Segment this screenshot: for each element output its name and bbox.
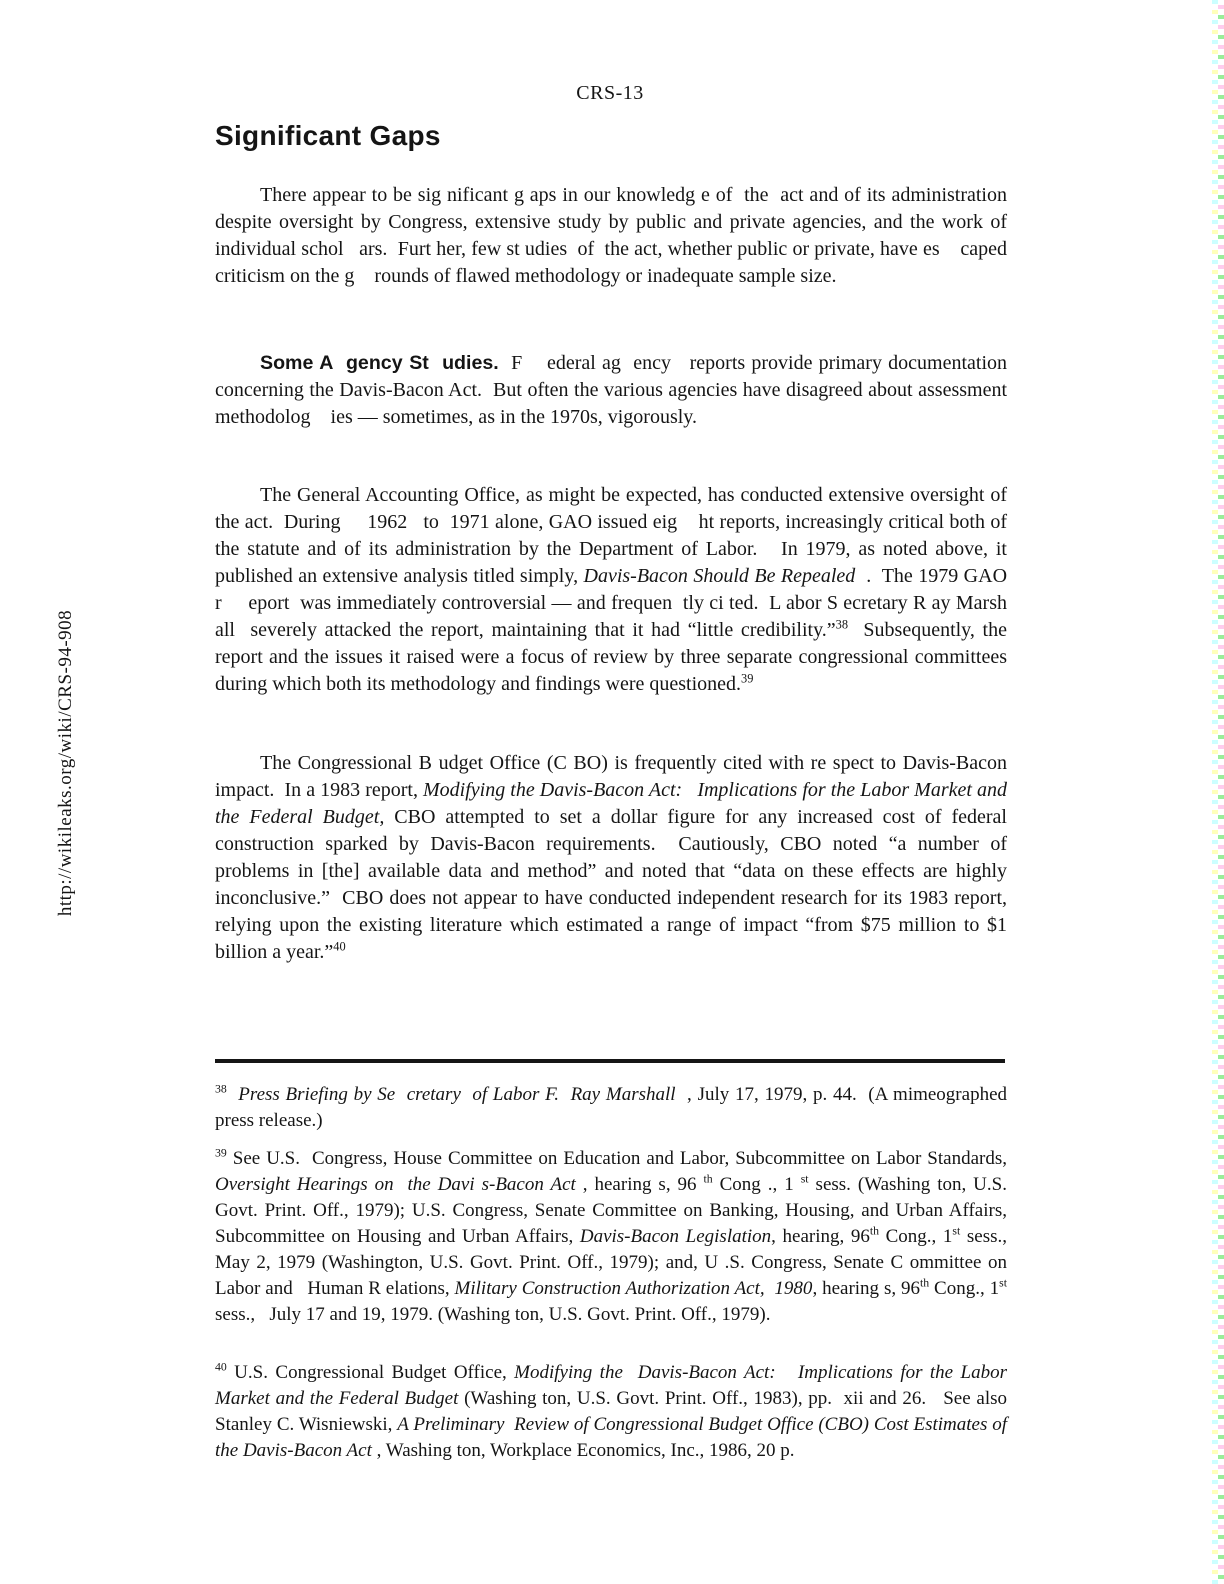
paragraph-some-agency-studies: Some A gency St udies. F ederal ag ency reports provide primary documentation concerning the Davis-Bacon Act. But often the various agencies have disagreed about assessment methodolog ies — sometimes, as in the 1970s, vigorously. <box>215 352 1012 428</box>
edge-pattern-decoration <box>1212 0 1224 1584</box>
footnote-divider-rule <box>215 1059 1005 1063</box>
footnote-40: $^{40}$ U.S. Congressional Budget Office, Modifying the Davis-Bacon Act: Implications for the Labor Market and the Federal Budget (Washing ton, U.S. Govt. Print. Off., 1983), pp. xii and 26. See also Stanley C. Wisniewski, A Preliminary Review of Congressional Budget Office (CBO) Cost Estimates of the Davis-Bacon Act , Washing ton, Workplace Economics, Inc., 1986, 20 p. <box>215 1360 1012 1461</box>
footnote-38: $^{38}$ Press Briefing by Se cretary of Labor F. Ray Marshall , July 17, 1979, p. 44. (A mimeographed press release.) <box>215 1082 1012 1131</box>
section-heading: Significant Gaps <box>215 120 441 151</box>
footnote-39: $^{39}$ See U.S. Congress, House Committee on Education and Labor, Subcommittee on Labor Standards, Oversight Hearings on the Davi s-Bacon Act , hearing s, 96 $^{th}$ Cong ., 1 $^{st}$ sess. (Washing ton, U.S. Govt. Print. Off., 1979); U.S. Congress, Senate Committee on Banking, Housing, and Urban Affairs, Subcommittee on Housing and Urban Affairs, Davis-Bacon Legislation, hearing, 96th Cong., 1st sess., May 2, 1979 (Washington, U.S. Govt. Print. Off., 1979); and, U .S. Congress, Senate C ommittee on Labor and Human R elations, Military Construction Authorization Act, 1980, hearing s, 96th Cong., 1st sess., July 17 and 19, 1979. (Washing ton, U.S. Govt. Print. Off., 1979). <box>215 1146 1017 1325</box>
edge-pattern-column-b <box>1218 0 1224 1584</box>
sidebar-wikileaks-url: http://wikileaks.org/wiki/CRS-94-908 <box>55 609 76 917</box>
paragraph-significant-gaps: There appear to be sig nificant g aps in our knowledg e of the act and of its administration despite oversight by Congress, extensive study by public and private agencies, and the work of individual schol ars. Furt her, few st udies of the act, whether public or private, have es caped criticism on the g rounds of flawed methodology or inadequate sample size. <box>215 184 1012 287</box>
paragraph-gao-oversight: The General Accounting Office, as might be expected, has conducted extensive oversight of the act. During 1962 to 1971 alone, GAO issued eig ht reports, increasingly critical both of the statute and of its administration by the Department of Labor. In 1979, as noted above, it published an extensive analysis titled simply, Davis-Bacon Should Be Repealed . The 1979 GAO r eport was immediately controversial — and frequen tly ci ted. L abor S ecretary R ay Marsh all severely attacked the report, maintaining that it had “little credibility.”$^{38}$ Subsequently, the report and the issues it raised were a focus of review by three separate congressional committees during which both its methodology and findings were questioned.$^{39}$ <box>215 484 1013 695</box>
page-number-header: CRS-13 <box>576 82 644 104</box>
paragraph-cbo-estimates: The Congressional B udget Office (C BO) is frequently cited with re spect to Davis-Bacon impact. In a 1983 report, Modifying the Davis-Bacon Act: Implications for the Labor Market and the Federal Budget, CBO attempted to set a dollar figure for any increased cost of federal construction sparked by Davis-Bacon requirements. Cautiously, CBO noted “a number of problems in [the] available data and method” and noted that “data on these effects are highly inconclusive.” CBO does not appear to have conducted independent research for its 1983 report, relying upon the existing literature which estimated a range of impact “from $75 million to $1 billion a year.”$^{40}$ <box>215 752 1012 963</box>
